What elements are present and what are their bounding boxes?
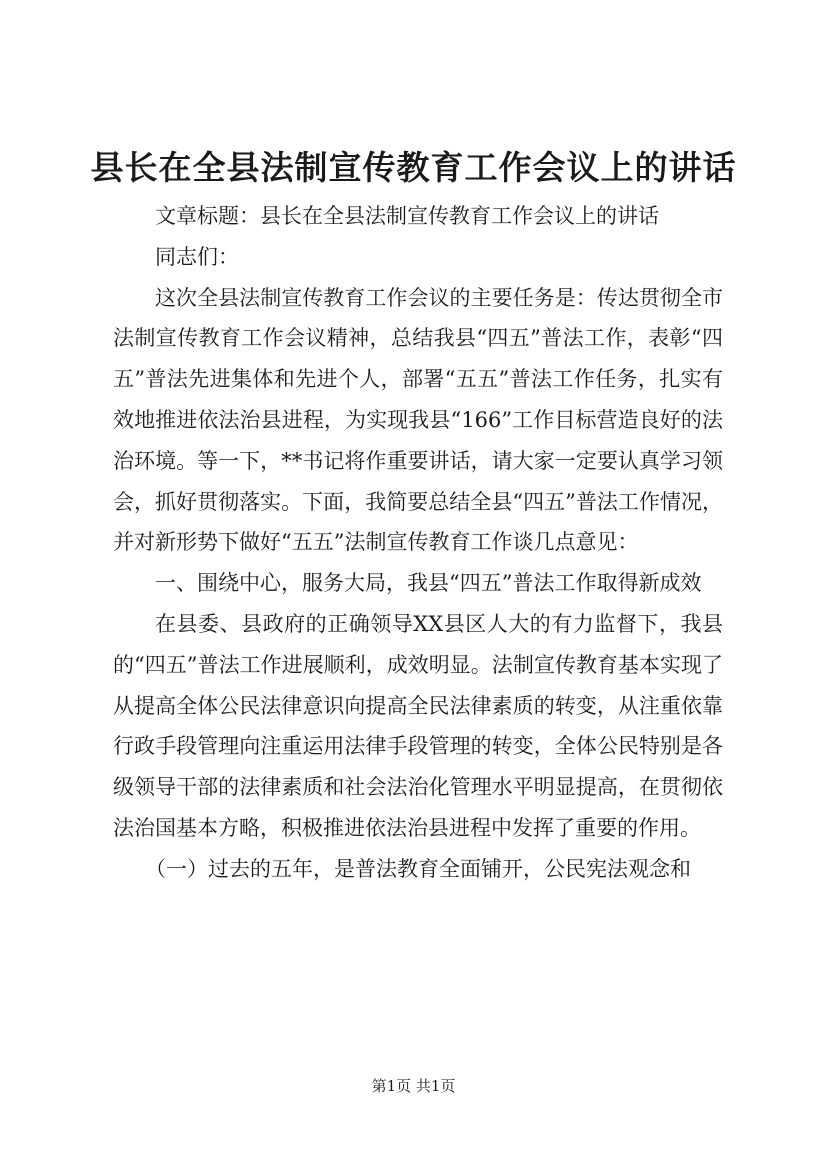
document-title: 县长在全县法制宣传教育工作会议上的讲话 — [90, 148, 737, 187]
subsection-heading-1: （一）过去的五年，是普法教育全面铺开，公民宪法观念和 — [145, 856, 691, 881]
salutation: 同志们： — [155, 244, 239, 269]
intro-paragraph: 这次全县法制宣传教育工作会议的主要任务是：传达贯彻全市法制宣传教育工作会议精神，总结我县“四五”普法工作，表彰“四五”普法先进集体和先进个人，部署“五五”普法工作任务，扎实有效地推进依法治县进程，为实现我县“166”工作目标营造良好的法治环境。等一下，**书记将作重要讲话，请大家一定要认真学习领会，抓好贯彻落实。下面，我简要总结全县“四五”普法工作情况，并对新形势下做好“五五”法制宣传教育工作谈几点意见： — [113, 285, 723, 555]
section-paragraph-1: 在县委、县政府的正确领导XX县区人大的有力监督下，我县的“四五”普法工作进展顺利，成效明显。法制宣传教育基本实现了从提高全体公民法律意识向提高全民法律素质的转变，从注重依靠行政手段管理向注重运用法律手段管理的转变，全体公民特别是各级领导干部的法律素质和社会法治化管理水平明显提高，在贯彻依法治国基本方略，积极推进依法治县进程中发挥了重要的作用。 — [113, 611, 723, 840]
article-title-line: 文章标题：县长在全县法制宣传教育工作会议上的讲话 — [155, 204, 659, 228]
document-body — [113, 196, 723, 890]
section-heading-1: 一、围绕中心，服务大局，我县“四五”普法工作取得新成效 — [155, 571, 702, 596]
page-footer: 第1页 共1页 — [371, 1077, 456, 1095]
